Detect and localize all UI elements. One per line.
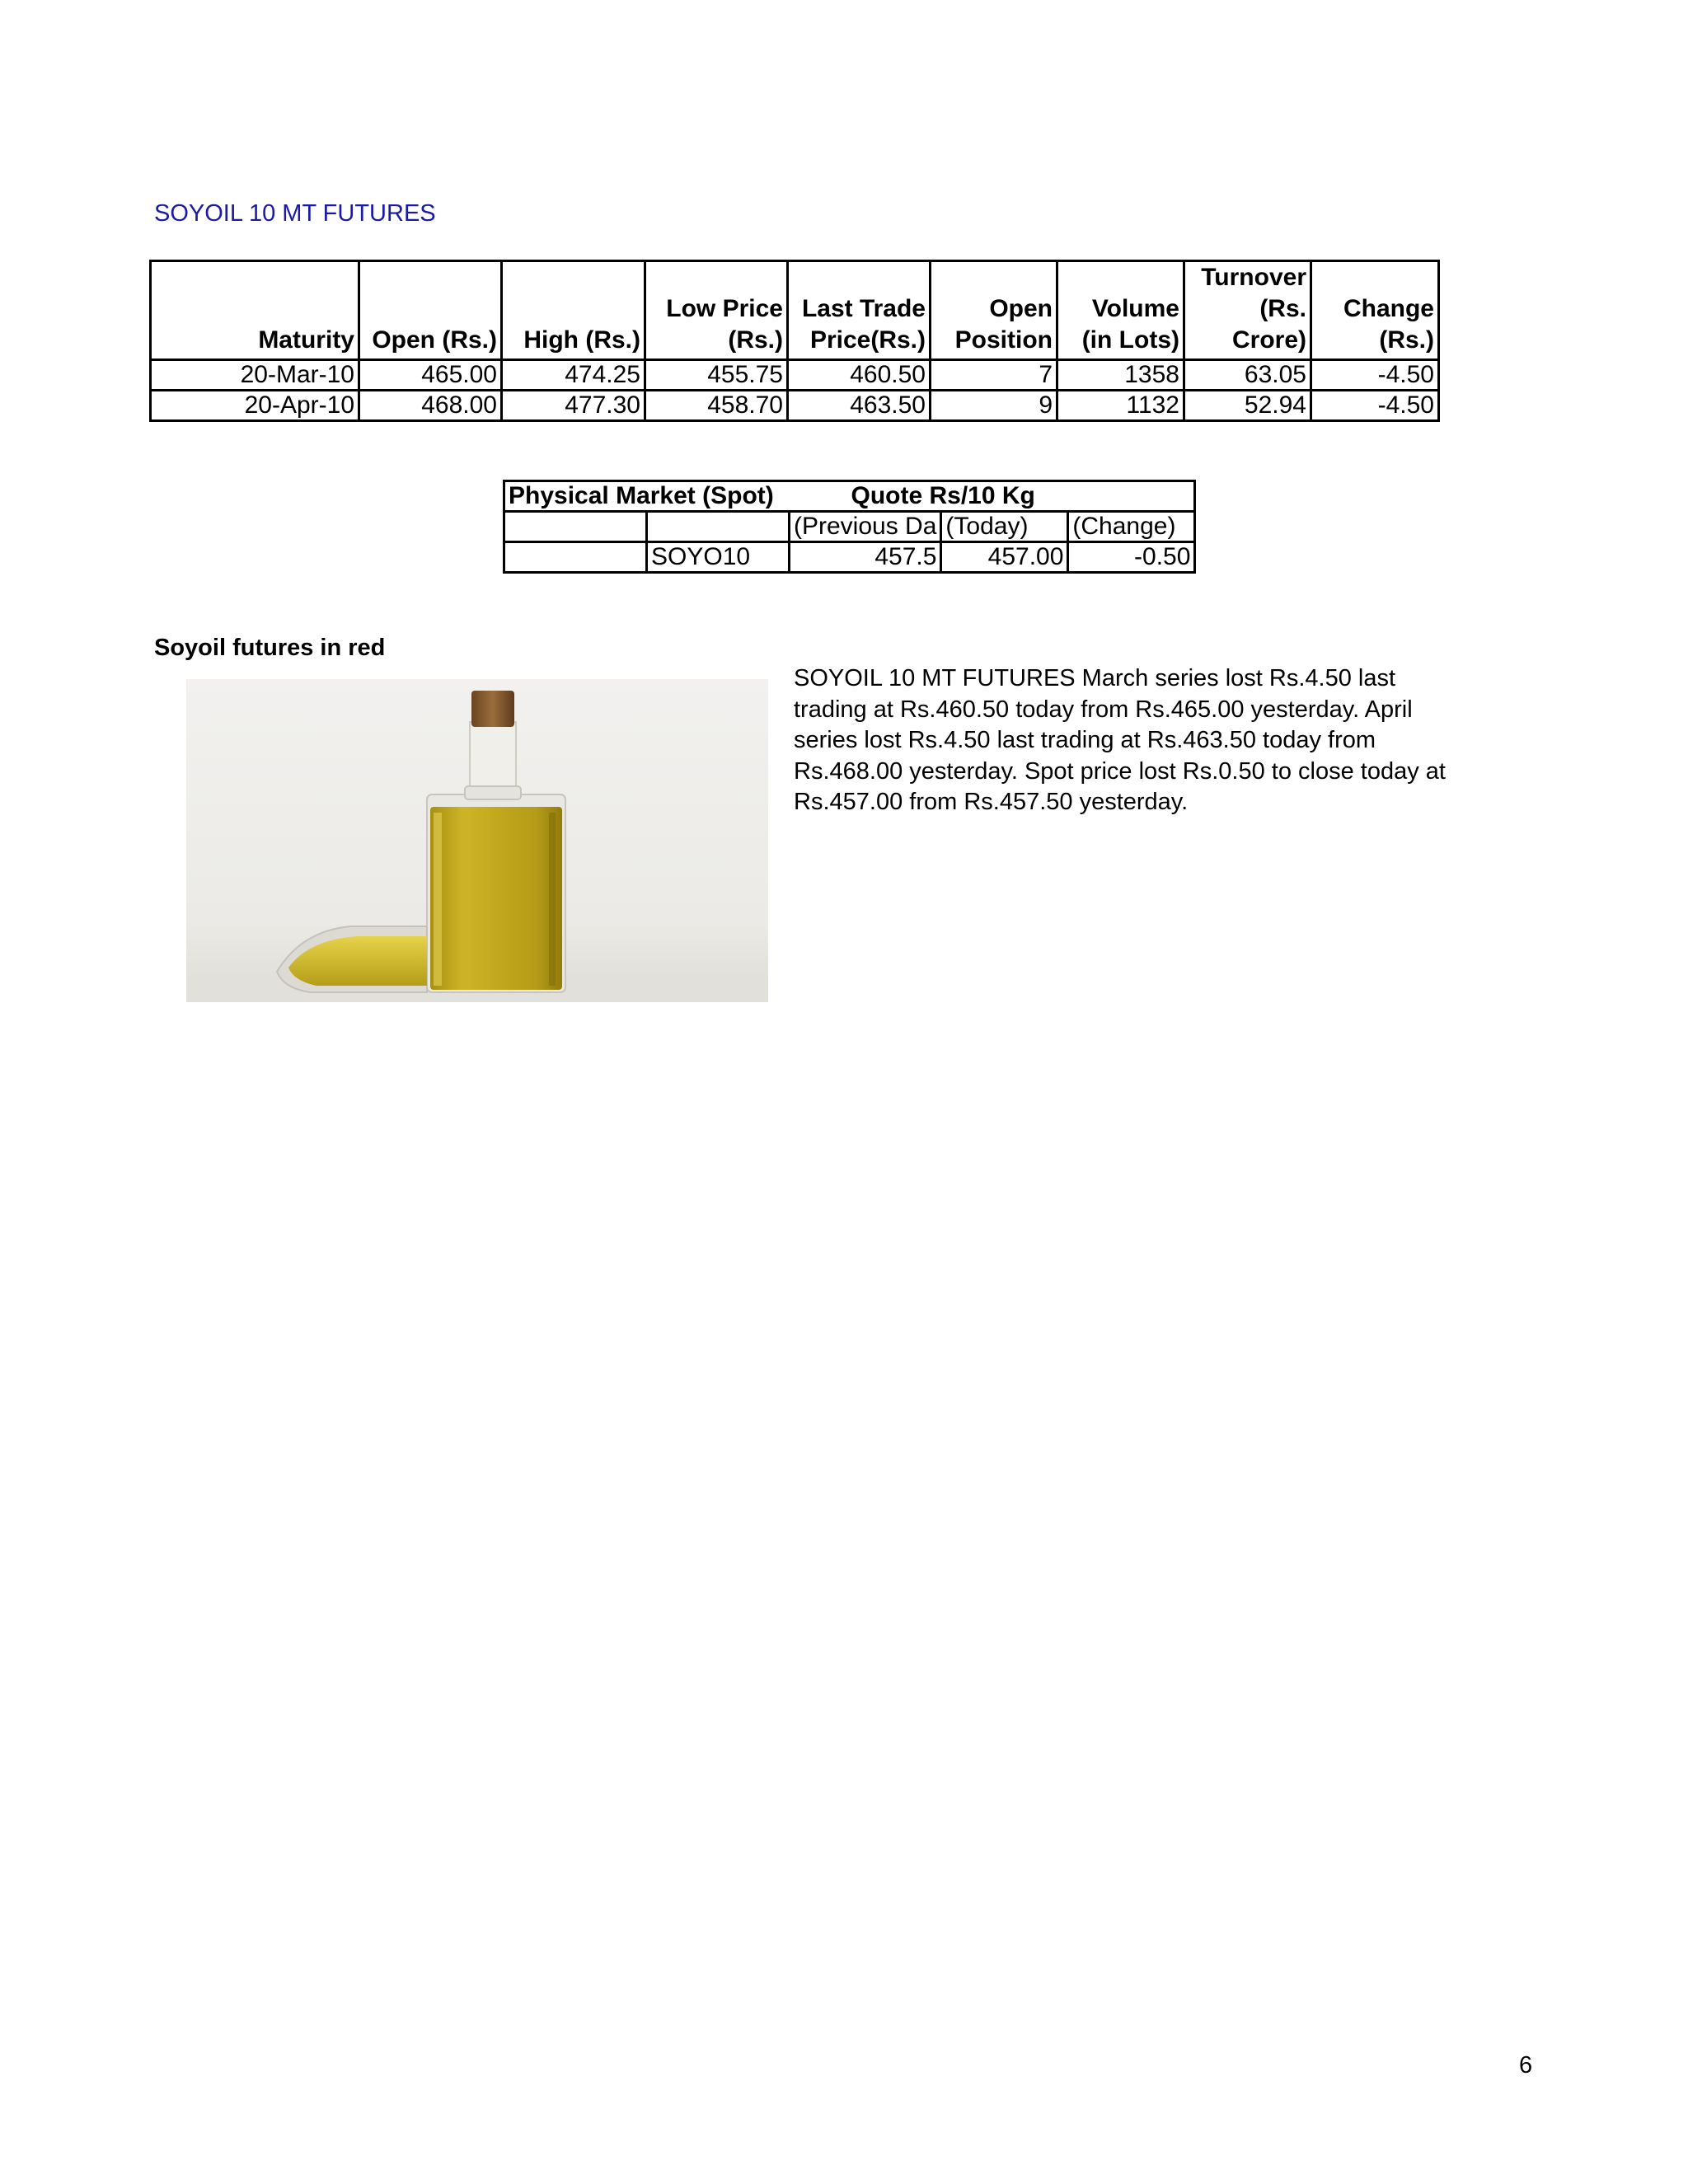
header-turnover: Turnover (Rs. Crore)	[1184, 261, 1311, 360]
spot-subheader-empty	[647, 512, 790, 542]
cell-low: 458.70	[645, 391, 788, 421]
spot-cell-change: -0.50	[1068, 542, 1195, 573]
header-maturity: Maturity	[151, 261, 359, 360]
cell-turnover: 63.05	[1184, 360, 1311, 391]
cell-open: 468.00	[359, 391, 502, 421]
header-last-trade-price: Last Trade Price(Rs.)	[788, 261, 931, 360]
oil-bottle-photo	[186, 679, 768, 1002]
page-title: SOYOIL 10 MT FUTURES	[154, 200, 436, 227]
spot-subheader-change: (Change)	[1068, 512, 1195, 542]
spot-subheader-previous: (Previous Da	[790, 512, 941, 542]
cell-turnover: 52.94	[1184, 391, 1311, 421]
table-row	[151, 391, 1439, 421]
table-row	[151, 360, 1439, 391]
futures-table	[149, 260, 1440, 422]
cell-last-trade: 463.50	[788, 391, 931, 421]
cell-volume: 1358	[1057, 360, 1184, 391]
header-open-position: Open Position	[931, 261, 1057, 360]
header-open: Open (Rs.)	[359, 261, 502, 360]
cell-volume: 1132	[1057, 391, 1184, 421]
spot-cell-symbol: SOYO10	[647, 542, 790, 573]
table-row	[504, 542, 1195, 573]
spot-quote-label: Quote Rs/10 Kg	[790, 481, 1195, 512]
futures-header-row	[151, 261, 1439, 360]
spot-subheader-empty	[504, 512, 647, 542]
cell-low: 455.75	[645, 360, 788, 391]
cell-change: -4.50	[1311, 360, 1439, 391]
section-heading: Soyoil futures in red	[154, 635, 386, 661]
spot-market-table	[503, 480, 1196, 574]
spot-heading: Physical Market (Spot)	[504, 481, 790, 512]
cell-open: 465.00	[359, 360, 502, 391]
cell-open-position: 9	[931, 391, 1057, 421]
page-number: 6	[1519, 2052, 1533, 2079]
cell-last-trade: 460.50	[788, 360, 931, 391]
cell-open-position: 7	[931, 360, 1057, 391]
header-change: Change (Rs.)	[1311, 261, 1439, 360]
market-summary: SOYOIL 10 MT FUTURES March series lost Rs.4.50 last trading at Rs.460.50 today from Rs.465.00 yesterday. April series lost Rs.4.50 last trading at Rs.463.50 today from Rs.468.00 yesterday. Spot price lost Rs.0.50 to close today at Rs.457.00 from Rs.457.50 yesterday.	[794, 665, 1446, 815]
spot-cell-empty	[504, 542, 647, 573]
header-volume: Volume (in Lots)	[1057, 261, 1184, 360]
cell-maturity: 20-Apr-10	[151, 391, 359, 421]
spot-cell-today: 457.00	[941, 542, 1068, 573]
header-high: High (Rs.)	[502, 261, 645, 360]
spot-heading-row	[504, 481, 1195, 512]
cell-high: 474.25	[502, 360, 645, 391]
spot-cell-previous: 457.5	[790, 542, 941, 573]
spot-subheader-row	[504, 512, 1195, 542]
cell-high: 477.30	[502, 391, 645, 421]
cell-change: -4.50	[1311, 391, 1439, 421]
header-low-price: Low Price (Rs.)	[645, 261, 788, 360]
cell-maturity: 20-Mar-10	[151, 360, 359, 391]
spot-subheader-today: (Today)	[941, 512, 1068, 542]
